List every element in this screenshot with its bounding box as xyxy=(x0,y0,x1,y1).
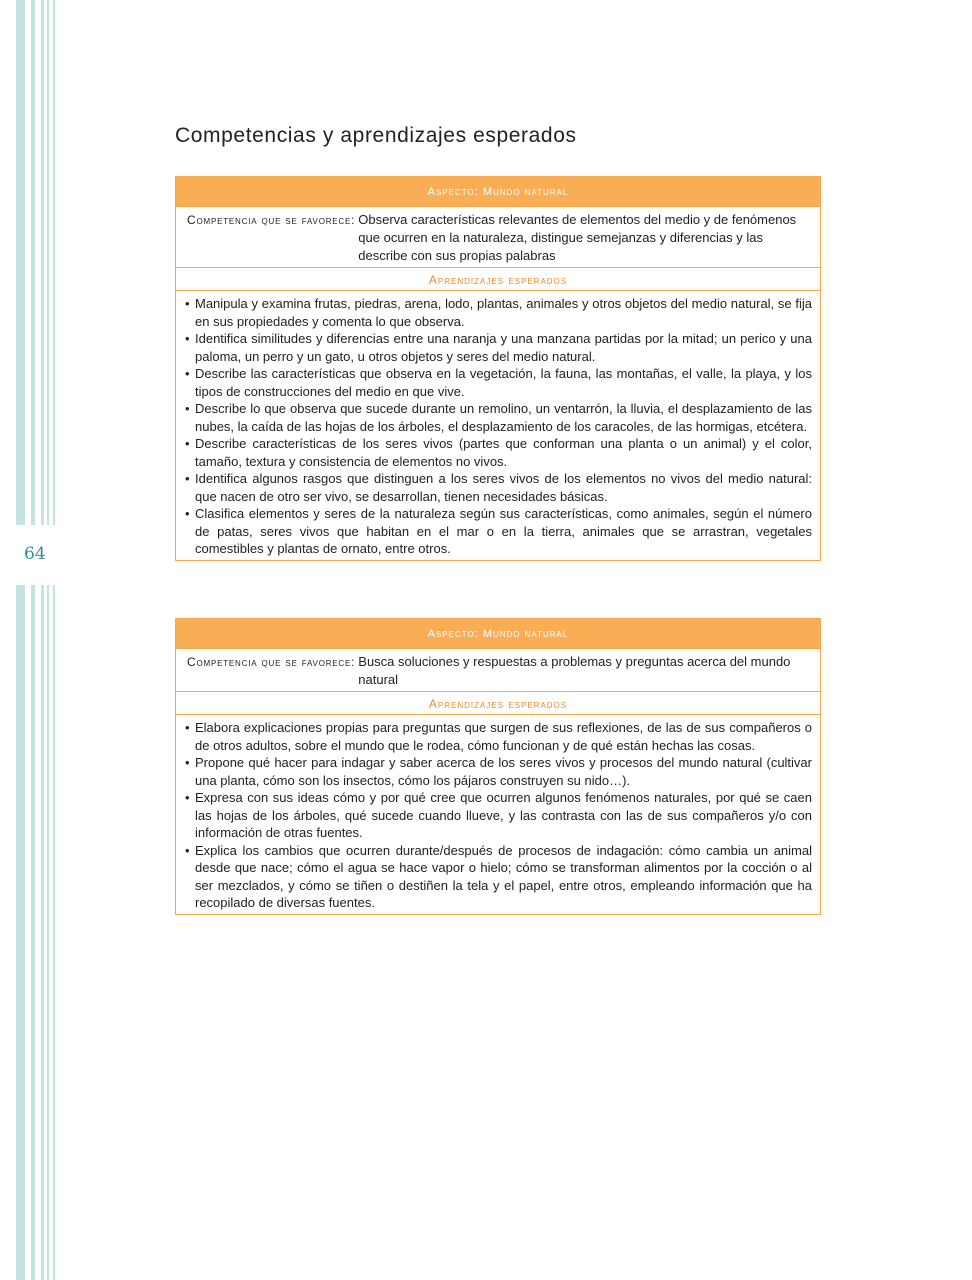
competency-table-1 xyxy=(175,176,821,561)
competency-row xyxy=(176,207,820,268)
decorative-stripe xyxy=(53,585,55,1280)
competency-text: Observa características relevantes de elementos del medio y de fenómenos que ocurren en la naturaleza, distingue semejanzas y diferencias y las describe con sus propias palabras xyxy=(358,212,797,263)
page-title: Competencias y aprendizajes esperados xyxy=(175,124,577,147)
competency-text: Busca soluciones y respuestas a problemas y preguntas acerca del mundo natural xyxy=(358,654,791,687)
decorative-stripe xyxy=(31,585,35,1280)
list-item: • Propone qué hacer para indagar y saber acerca de los seres vivos y procesos del mundo natural (cultivar una planta, cómo son los insectos, cómo los pájaros construyen su nido…). xyxy=(185,754,812,789)
page-number: 64 xyxy=(24,544,46,564)
decorative-stripe xyxy=(53,0,55,525)
competency-row xyxy=(176,649,820,692)
decorative-stripe xyxy=(16,0,25,525)
learning-outcomes-header: Aprendizajes esperados xyxy=(176,692,820,715)
learning-outcomes-list xyxy=(176,715,820,914)
decorative-stripe xyxy=(41,0,44,525)
list-item: • Describe características de los seres vivos (partes que conforman una planta o un animal) y el color, tamaño, textura y consistencia de elementos no vivos. xyxy=(185,435,812,470)
decorative-stripe xyxy=(41,585,44,1280)
decorative-stripe xyxy=(47,585,49,1280)
list-item: • Describe lo que observa que sucede durante un remolino, un ventarrón, la lluvia, el desplazamiento de las nubes, la caída de las hojas de los árboles, el desplazamiento de los caracoles, de las hormigas, etcétera. xyxy=(185,400,812,435)
list-item: • Identifica similitudes y diferencias entre una naranja y una manzana partidas por la mitad; un perico y una paloma, un perro y un gato, u otros objetos y seres del medio natural. xyxy=(185,330,812,365)
competency-table-2 xyxy=(175,618,821,915)
list-item: • Describe las características que observa en la vegetación, la fauna, las montañas, el valle, la playa, y los tipos de construcciones del medio en que vive. xyxy=(185,365,812,400)
list-item: • Elabora explicaciones propias para preguntas que surgen de sus reflexiones, de las de sus compañeros o de otros adultos, sobre el mundo que le rodea, cómo funcionan y de qué están hechas las cosas. xyxy=(185,719,812,754)
aspect-header: Aspecto: Mundo natural xyxy=(176,177,820,207)
aspect-header: Aspecto: Mundo natural xyxy=(176,619,820,649)
competency-label: Competencia que se favorece: xyxy=(187,655,356,669)
list-item: • Clasifica elementos y seres de la naturaleza según sus características, como animales, según el número de patas, seres vivos que habitan en el mar o en la tierra, animales que se arrastran, vegetales comestibles y plantas de ornato, entre otros. xyxy=(185,505,812,558)
decorative-stripe xyxy=(47,0,49,525)
decorative-stripe xyxy=(31,0,35,525)
list-item: • Explica los cambios que ocurren durante/después de procesos de indagación: cómo cambia un animal desde que nace; cómo el agua se hace vapor o hielo; cómo se transforman alimentos por la cocción o al ser mezclados, y cómo se tiñen o destiñen la tela y el papel, entre otros, empleando información que ha recopilado de diversas fuentes. xyxy=(185,842,812,912)
list-item: • Manipula y examina frutas, piedras, arena, lodo, plantas, animales y otros objetos del medio natural, se fija en sus propiedades y comenta lo que observa. xyxy=(185,295,812,330)
list-item: • Identifica algunos rasgos que distinguen a los seres vivos de los elementos no vivos del medio natural: que nacen de otro ser vivo, se desarrollan, tienen necesidades básicas. xyxy=(185,470,812,505)
list-item: • Expresa con sus ideas cómo y por qué cree que ocurren algunos fenómenos naturales, por qué se caen las hojas de los árboles, qué sucede cuando llueve, y las contrasta con las de sus compañeros y/o con información de otras fuentes. xyxy=(185,789,812,842)
learning-outcomes-header: Aprendizajes esperados xyxy=(176,268,820,291)
decorative-stripe xyxy=(16,585,25,1280)
learning-outcomes-list xyxy=(176,291,820,560)
competency-label: Competencia que se favorece: xyxy=(187,213,356,227)
